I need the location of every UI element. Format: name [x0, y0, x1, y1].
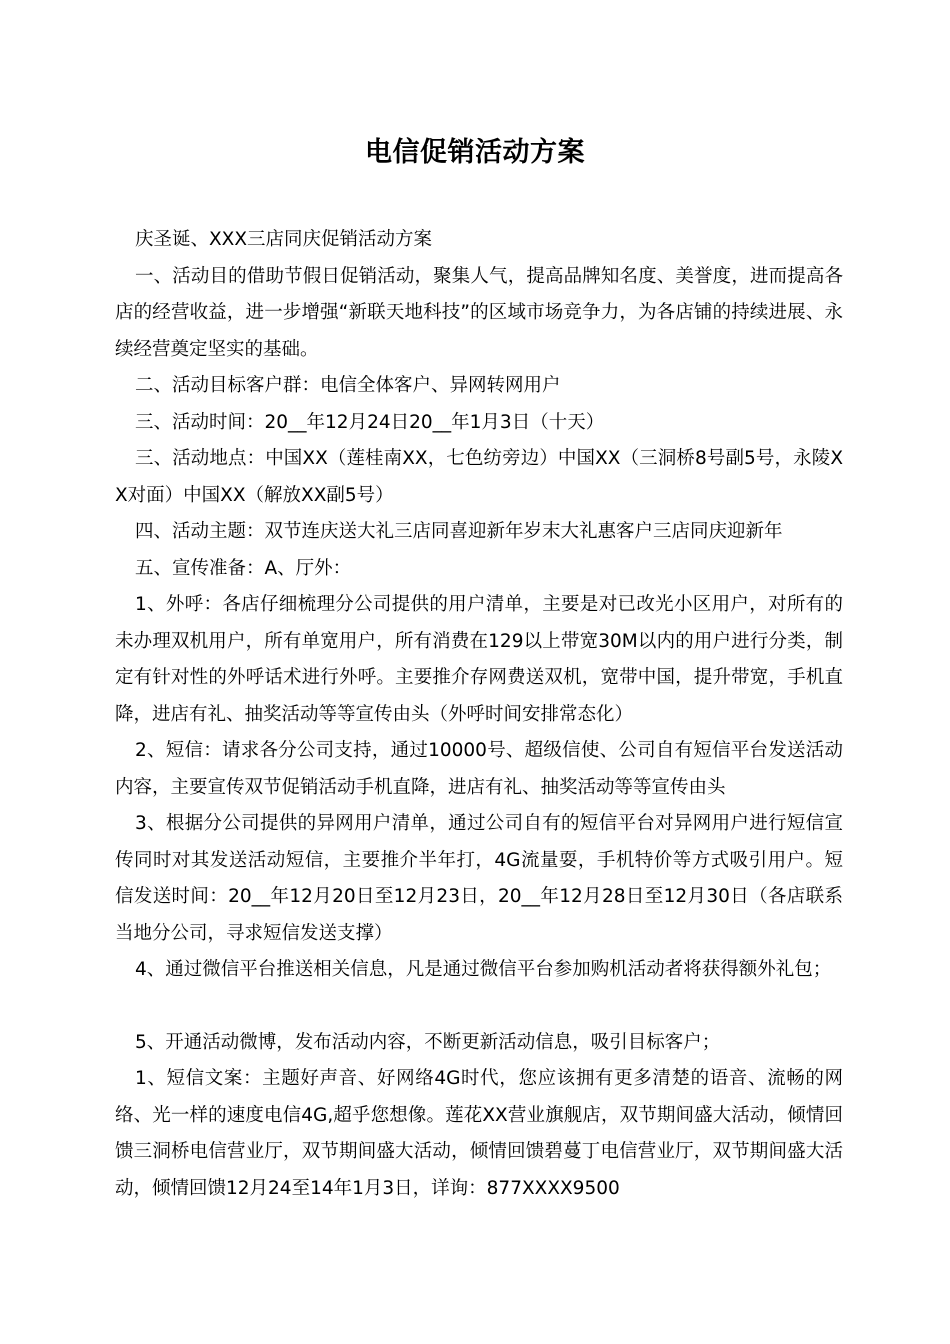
- paragraph-sms-copy: 1、短信文案：主题好声音、好网络4G时代，您应该拥有更多清楚的语音、流畅的网络、光一样的速度电信4G,超乎您想像。莲花XX营业旗舰店，双节期间盛大活动，倾情回馈三洞桥电信营业厅，双节期间盛大活动，倾情回馈碧蔓丁电信营业厅，双节期间盛大活动，倾情回馈12月24至14年1月3日，详询：877XXXX9500: [115, 1068, 843, 1199]
- paragraph-time: 三、活动时间：20__年12月24日20__年1月3日（十天）: [135, 411, 605, 433]
- paragraph-sms: 2、短信：请求各分公司支持，通过10000号、超级信使、公司自有短信平台发送活动内容，主要宣传双节促销活动手机直降，进店有礼、抽奖活动等等宣传由头: [115, 740, 843, 798]
- document-title: 电信促销活动方案: [365, 137, 585, 168]
- paragraph-intro: 庆圣诞、XXX三店同庆促销活动方案: [135, 229, 433, 250]
- paragraph-location: 三、活动地点：中国XX（莲桂南XX，七色纺旁边）中国XX（三洞桥8号副5号，永陵XX对面）中国XX（解放XX副5号）: [115, 448, 843, 506]
- paragraph-target-customers: 二、活动目标客户群：电信全体客户、异网转网用户: [135, 375, 561, 396]
- paragraph-theme: 四、活动主题：双节连庆送大礼三店同喜迎新年岁末大礼惠客户三店同庆迎新年: [135, 521, 783, 542]
- paragraph-promotion-prep: 五、宣传准备：A、厅外：: [135, 557, 352, 579]
- paragraph-wechat: 4、通过微信平台推送相关信息，凡是通过微信平台参加购机活动者将获得额外礼包；: [135, 959, 832, 980]
- paragraph-purpose: 一、活动目的借助节假日促销活动，聚集人气，提高品牌知名度、美誉度，进而提高各店的经营收益，进一步增强“新联天地科技”的区域市场竞争力，为各店铺的持续进展、永续经营奠定坚实的基础。: [115, 265, 843, 360]
- paragraph-other-network: 3、根据分公司提供的异网用户清单，通过公司自有的短信平台对异网用户进行短信宣传同时对其发送活动短信，主要推介半年打，4G流量耍，手机特价等方式吸引用户。短信发送时间：20__年12月20日至12月23日，20__年12月28日至12月30日（各店联系当地分公司，寻求短信发送支撑）: [115, 813, 843, 944]
- paragraph-weibo: 5、开通活动微博，发布活动内容，不断更新活动信息，吸引目标客户；: [135, 1031, 721, 1053]
- paragraph-outbound-call: 1、外呼：各店仔细梳理分公司提供的用户清单，主要是对已改光小区用户，对所有的未办理双机用户，所有单宽用户，所有消费在129以上带宽30M以内的用户进行分类，制定有针对性的外呼话术进行外呼。主要推介存网费送双机，宽带中国，提升带宽，手机直降，进店有礼、抽奖活动等等宣传由头（外呼时间安排常态化）: [115, 594, 843, 725]
- document-body: [115, 222, 843, 1207]
